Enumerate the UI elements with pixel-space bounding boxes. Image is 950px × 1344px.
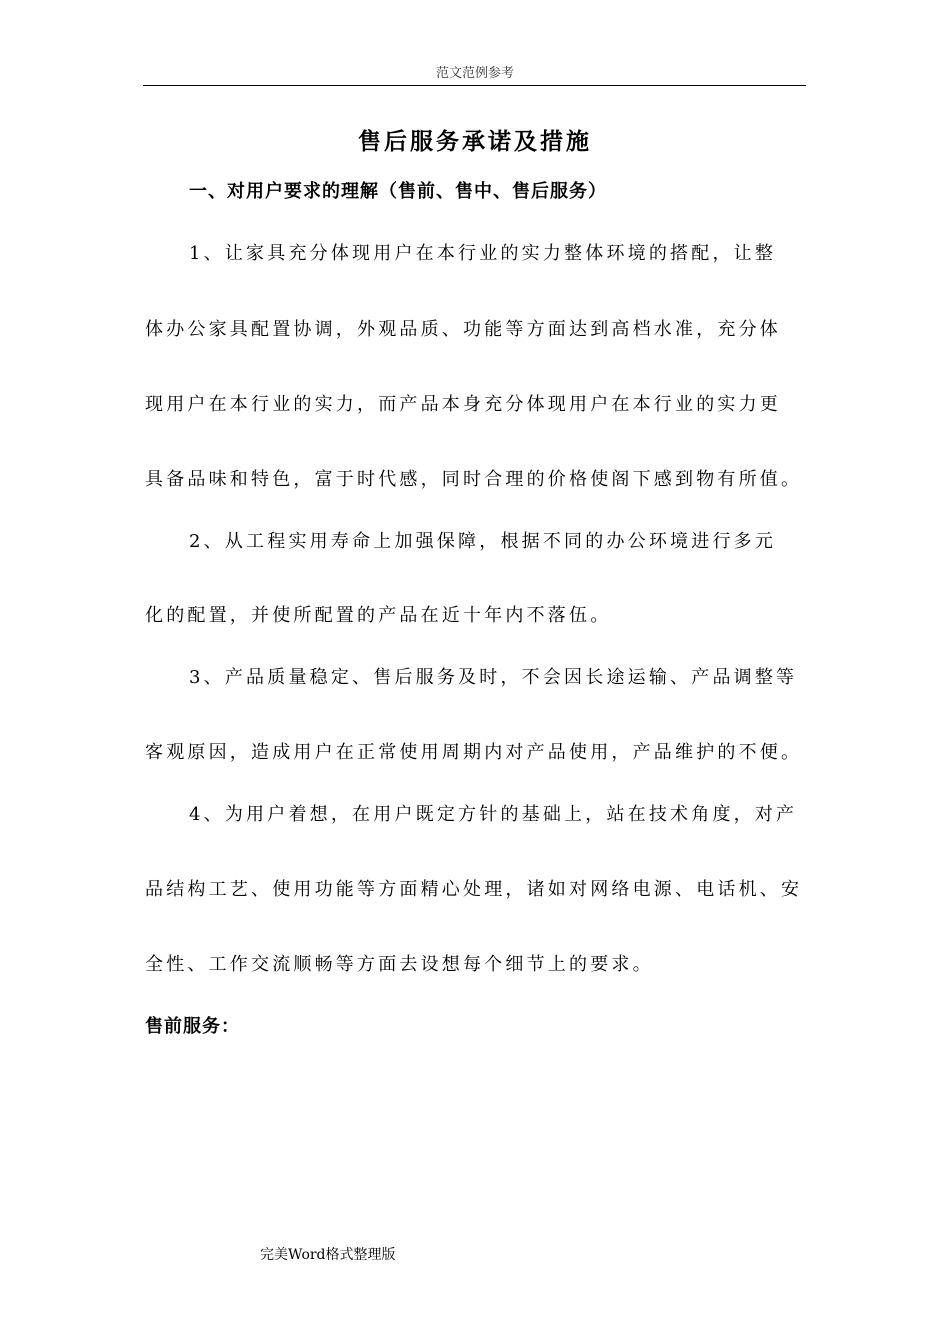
paragraph-line: 品结构工艺、使用功能等方面精心处理，诸如对网络电源、电话机、安: [145, 879, 803, 900]
paragraph-line: 客观原因，造成用户在正常使用周期内对产品使用，产品维护的不便。: [145, 742, 803, 763]
section-heading-user-requirements: 一、对用户要求的理解（售前、售中、售后服务）: [189, 181, 607, 202]
page-header-text: 范文范例参考: [435, 66, 514, 81]
paragraph-line: 全性、工作交流顺畅等方面去设想每个细节上的要求。: [145, 954, 654, 975]
paragraph-line: 3、产品质量稳定、售后服务及时，不会因长途运输、产品调整等: [189, 667, 798, 688]
paragraph-line: 体办公家具配置协调，外观品质、功能等方面达到高档水准，充分体: [145, 319, 781, 340]
paragraph-line: 2、从工程实用寿命上加强保障，根据不同的办公环境进行多元: [189, 531, 777, 552]
paragraph-line: 化的配置，并使所配置的产品在近十年内不落伍。: [145, 605, 612, 626]
paragraph-line: 1、让家具充分体现用户在本行业的实力整体环境的搭配，让整: [189, 243, 777, 264]
document-title: 售后服务承诺及措施: [358, 128, 592, 155]
paragraph-line: 现用户在本行业的实力，而产品本身充分体现用户在本行业的实力更: [145, 394, 781, 415]
presale-service-heading: 售前服务：: [145, 1016, 240, 1037]
paragraph-line: 4、为用户着想，在用户既定方针的基础上，站在技术角度，对产: [189, 804, 798, 825]
header-divider: [143, 85, 806, 86]
paragraph-line: 具备品味和特色，富于时代感，同时合理的价格使阁下感到物有所值。: [145, 469, 803, 490]
page-footer-text: 完美Word格式整理版: [260, 1247, 396, 1263]
